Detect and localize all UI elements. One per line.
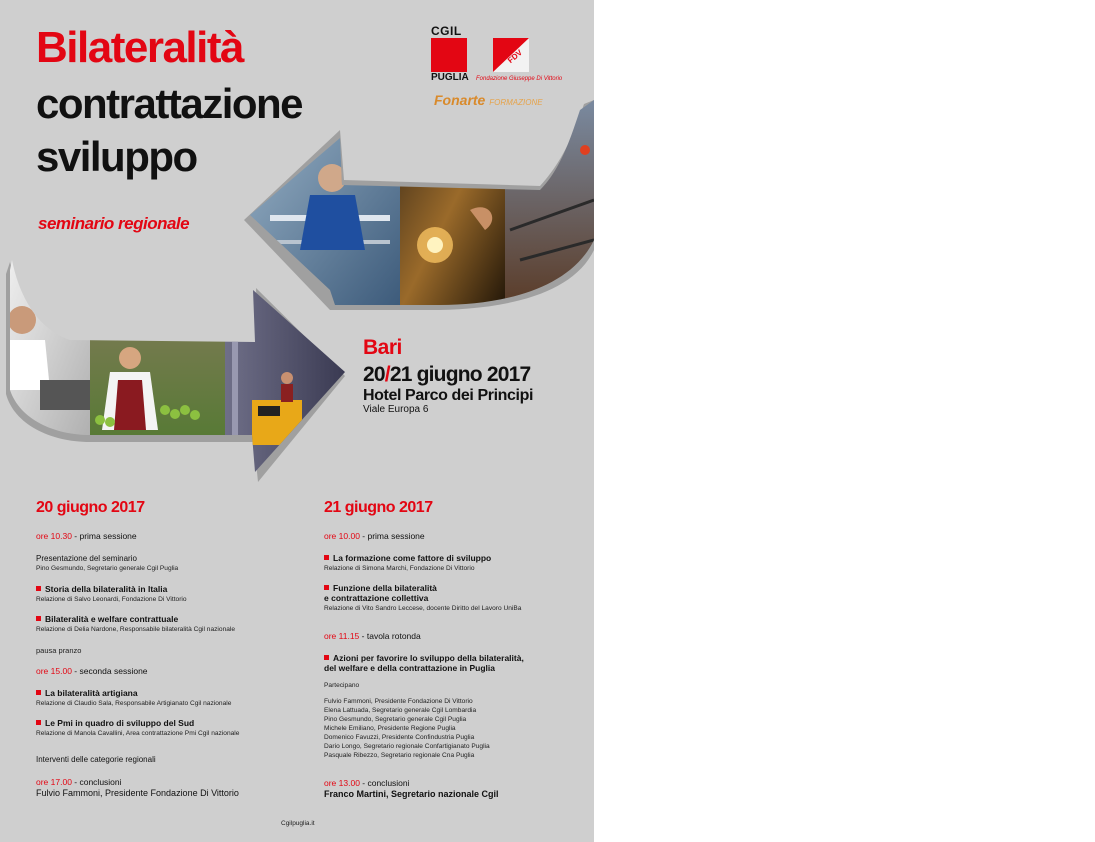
day2-item3-line2: del welfare e della contrattazione in Puglia <box>324 663 495 673</box>
day1-session1-time: ore 10.30 <box>36 531 72 541</box>
day1-item3 <box>36 688 138 698</box>
fonmart-sub: FORMAZIONE <box>489 98 543 107</box>
day2-item3 <box>324 653 524 663</box>
day1-item4 <box>36 718 194 728</box>
fdv-mark: FDV <box>505 47 525 66</box>
bullet-square <box>36 690 41 695</box>
day2-item3-line1: Azioni per favorire lo sviluppo della bilateralità, <box>333 653 524 663</box>
bullet-square <box>324 555 329 560</box>
cgil-logo-text: CGIL <box>431 24 462 38</box>
day1-item1 <box>36 584 167 594</box>
fdv-logo <box>493 38 529 72</box>
cgil-puglia-text: PUGLIA <box>431 72 469 83</box>
title-line-3: sviluppo <box>36 133 197 180</box>
day1-item4-relator: Relazione di Manola Cavallini, Area contrattazione Pmi Cgil nazionale <box>36 730 240 737</box>
day2-item2-relator: Relazione di Vito Sandro Leccese, docente Diritto del Lavoro UniBa <box>324 605 522 612</box>
day1-session2 <box>36 666 148 676</box>
fonmart-main: Fonarte <box>434 92 486 108</box>
event-date-separator: / <box>384 363 390 386</box>
day1-heading: 20 giugno 2017 <box>36 499 145 516</box>
event-date-rest: 21 giugno 2017 <box>389 363 531 386</box>
day1-item3-relator: Relazione di Claudio Sala, Responsabile Artigianato Cgil nazionale <box>36 700 232 707</box>
lower-arrow-graphic <box>0 260 345 485</box>
day2-session2 <box>324 631 421 641</box>
day2-item2 <box>324 583 437 593</box>
day1-item1-relator: Relazione di Salvo Leonardi, Fondazione Di Vittorio <box>36 596 187 603</box>
day1-session3 <box>36 777 122 787</box>
participant: Pino Gesmundo, Segretario generale Cgil Puglia <box>324 716 467 723</box>
day1-session1 <box>36 531 137 541</box>
day2-session2-label: - tavola rotonda <box>359 631 421 641</box>
cgil-logo <box>431 38 467 72</box>
day1-item1-title: Storia della bilateralità in Italia <box>45 584 168 594</box>
day1-item2-title: Bilateralità e welfare contrattuale <box>45 614 179 624</box>
day1-pause: pausa pranzo <box>36 646 82 655</box>
participant: Dario Longo, Segretario regionale Confartigianato Puglia <box>324 743 490 750</box>
participant: Pasquale Ribezzo, Segretario regionale Cna Puglia <box>324 752 475 759</box>
event-dates <box>363 363 530 387</box>
footer-website[interactable]: Cgilpuglia.it <box>281 820 315 827</box>
event-address: Viale Europa 6 <box>363 404 429 415</box>
event-venue: Hotel Parco dei Principi <box>363 387 534 404</box>
day1-session2-label: - seconda sessione <box>71 666 148 676</box>
title-line-1: Bilateralità <box>36 23 243 72</box>
day2-session1 <box>324 531 425 541</box>
day2-item2-line2: e contrattazione collettiva <box>324 593 429 603</box>
participant: Domenico Favuzzi, Presidente Confindustria Puglia <box>324 734 475 741</box>
day2-session3-label: - conclusioni <box>359 778 410 788</box>
day2-item1 <box>324 553 491 563</box>
day2-session3-time: ore 13.00 <box>324 778 360 788</box>
subtitle: seminario regionale <box>38 214 190 233</box>
day2-session2-time: ore 11.15 <box>324 631 360 641</box>
bullet-square <box>324 585 329 590</box>
day1-item3-title: La bilateralità artigiana <box>45 688 138 698</box>
bullet-square <box>324 655 329 660</box>
bullet-square <box>36 720 41 725</box>
day2-session1-time: ore 10.00 <box>324 531 360 541</box>
participant: Michele Emiliano, Presidente Regione Puglia <box>324 725 456 732</box>
event-city: Bari <box>363 336 402 359</box>
day1-item2 <box>36 614 178 624</box>
day1-intro: Presentazione del seminario <box>36 554 137 563</box>
day1-session2-time: ore 15.00 <box>36 666 72 676</box>
day2-session1-label: - prima sessione <box>359 531 425 541</box>
bullet-square <box>36 586 41 591</box>
day2-participants-list <box>324 697 490 760</box>
day1-item4-title: Le Pmi in quadro di sviluppo del Sud <box>45 718 195 728</box>
day1-item2-relator: Relazione di Delia Nardone, Responsabile bilateralità Cgil nazionale <box>36 626 236 633</box>
day2-item1-title: La formazione come fattore di sviluppo <box>333 553 492 563</box>
title-line-2: contrattazione <box>36 80 303 127</box>
day2-session3 <box>324 778 410 788</box>
bullet-square <box>36 616 41 621</box>
day2-conclusion: Franco Martini, Segretario nazionale Cgil <box>324 789 499 799</box>
day2-item2-line1: Funzione della bilateralità <box>333 583 437 593</box>
fdv-logo-caption: Fondazione Giuseppe Di Vittorio <box>476 76 563 82</box>
event-date-start: 20 <box>363 363 385 386</box>
day1-interventi: Interventi delle categorie regionali <box>36 755 156 764</box>
day1-session1-label: - prima sessione <box>71 531 137 541</box>
day2-participants-label: Partecipano <box>324 682 360 689</box>
day2-item1-relator: Relazione di Simona Marchi, Fondazione Di Vittorio <box>324 565 475 572</box>
day1-conclusion: Fulvio Fammoni, Presidente Fondazione Di Vittorio <box>36 788 239 798</box>
day1-intro-relator: Pino Gesmundo, Segretario generale Cgil Puglia <box>36 565 179 572</box>
day2-heading: 21 giugno 2017 <box>324 499 433 516</box>
day1-session3-label: - conclusioni <box>71 777 122 787</box>
day1-session3-time: ore 17.00 <box>36 777 72 787</box>
participant: Elena Lattuada, Segretario generale Cgil Lombardia <box>324 707 477 714</box>
participant: Fulvio Fammoni, Presidente Fondazione Di Vittorio <box>324 698 473 705</box>
